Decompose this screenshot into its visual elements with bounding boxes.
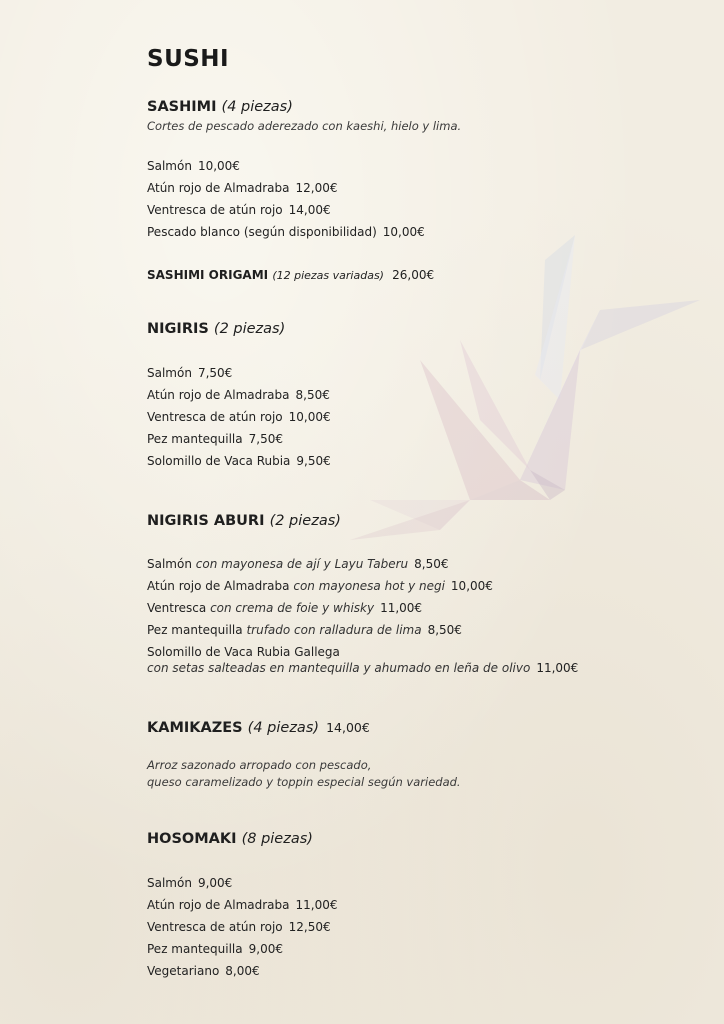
section-pieces: (4 piezas) xyxy=(247,720,320,736)
menu-item xyxy=(147,876,232,890)
menu-item-detail-line xyxy=(147,661,578,675)
item-name: Salmón xyxy=(147,366,192,380)
item-pieces: (12 piezas variadas) xyxy=(272,269,384,282)
item-detail: con crema de foie y whisky xyxy=(210,601,375,615)
item-name: Pez mantequilla xyxy=(147,942,243,956)
item-price: 26,00€ xyxy=(392,268,435,282)
menu-item xyxy=(147,964,260,978)
item-price: 11,00€ xyxy=(536,661,579,675)
item-detail: con mayonesa de ají y Layu Taberu xyxy=(195,557,409,571)
item-name: Salmón xyxy=(147,876,192,890)
section-description: Cortes de pescado aderezado con kaeshi, hielo y lima. xyxy=(147,119,462,133)
item-price: 11,00€ xyxy=(380,601,423,615)
item-price: 10,00€ xyxy=(450,579,493,593)
item-price: 7,50€ xyxy=(197,366,233,380)
item-price: 8,50€ xyxy=(414,557,449,571)
item-price: 8,00€ xyxy=(225,964,260,978)
section-description-line: Arroz sazonado arropado con pescado, xyxy=(147,758,372,772)
item-name: Ventresca de atún rojo xyxy=(147,920,283,934)
menu-item xyxy=(147,203,331,217)
section-price: 14,00€ xyxy=(326,720,370,735)
item-price: 10,00€ xyxy=(197,159,240,173)
section-heading-aburi xyxy=(147,513,341,529)
section-heading-kamikazes xyxy=(147,720,370,736)
section-description-line: queso caramelizado y toppin especial según variedad. xyxy=(147,775,461,789)
item-price: 11,00€ xyxy=(295,898,338,912)
section-name: NIGIRIS ABURI xyxy=(147,513,265,529)
item-name: Solomillo de Vaca Rubia xyxy=(147,454,291,468)
item-price: 8,50€ xyxy=(295,388,330,402)
item-name: Salmón xyxy=(147,557,192,571)
item-price: 12,00€ xyxy=(295,181,338,195)
item-price: 10,00€ xyxy=(382,225,425,239)
item-price: 8,50€ xyxy=(427,623,462,637)
section-heading-sashimi xyxy=(147,99,293,115)
menu-item xyxy=(147,557,448,571)
menu-item xyxy=(147,410,331,424)
menu-item xyxy=(147,623,462,637)
menu-item xyxy=(147,454,331,468)
item-name: Pez mantequilla xyxy=(147,432,243,446)
item-detail: trufado con ralladura de lima xyxy=(246,623,422,637)
section-heading-hosomaki xyxy=(147,831,313,847)
menu-item xyxy=(147,898,338,912)
item-name: SASHIMI ORIGAMI xyxy=(147,268,269,282)
menu-item xyxy=(147,579,493,593)
menu-item xyxy=(147,432,283,446)
item-name: Atún rojo de Almadraba xyxy=(147,181,290,195)
section-heading-nigiris xyxy=(147,321,285,337)
item-name: Ventresca de atún rojo xyxy=(147,410,283,424)
section-name: SASHIMI xyxy=(147,99,217,115)
item-name: Pescado blanco (según disponibilidad) xyxy=(147,225,377,239)
menu-item-name: Solomillo de Vaca Rubia Gallega xyxy=(147,645,340,659)
menu-item xyxy=(147,225,425,239)
page-title: SUSHI xyxy=(147,46,230,72)
section-pieces: (2 piezas) xyxy=(213,321,286,337)
menu-item xyxy=(147,181,338,195)
section-name: KAMIKAZES xyxy=(147,720,243,736)
item-name: Atún rojo de Almadraba xyxy=(147,579,290,593)
item-price: 9,50€ xyxy=(296,454,331,468)
menu-item xyxy=(147,366,232,380)
menu-item xyxy=(147,601,422,615)
item-name: Pez mantequilla xyxy=(147,623,243,637)
item-name: Atún rojo de Almadraba xyxy=(147,898,290,912)
menu-item xyxy=(147,942,283,956)
item-price: 10,00€ xyxy=(288,410,331,424)
section-pieces: (8 piezas) xyxy=(241,831,313,847)
item-name: Atún rojo de Almadraba xyxy=(147,388,290,402)
section-name: NIGIRIS xyxy=(147,321,209,337)
section-name: HOSOMAKI xyxy=(147,831,237,847)
section-pieces: (2 piezas) xyxy=(269,513,341,529)
item-price: 12,50€ xyxy=(288,920,331,934)
sashimi-origami-item xyxy=(147,268,434,282)
item-name: Ventresca de atún rojo xyxy=(147,203,283,217)
menu-item xyxy=(147,159,240,173)
item-name: Ventresca xyxy=(147,601,207,615)
origami-crane-illustration xyxy=(330,200,720,570)
item-detail: con mayonesa hot y negi xyxy=(293,579,445,593)
section-pieces: (4 piezas) xyxy=(221,99,293,115)
item-name: Salmón xyxy=(147,159,192,173)
item-name: Vegetariano xyxy=(147,964,220,978)
item-price: 9,00€ xyxy=(248,942,283,956)
item-detail: con setas salteadas en mantequilla y ahumado en leña de olivo xyxy=(147,661,531,675)
item-price: 14,00€ xyxy=(288,203,331,217)
item-price: 7,50€ xyxy=(248,432,283,446)
menu-item xyxy=(147,388,330,402)
menu-item xyxy=(147,920,331,934)
item-price: 9,00€ xyxy=(197,876,233,890)
